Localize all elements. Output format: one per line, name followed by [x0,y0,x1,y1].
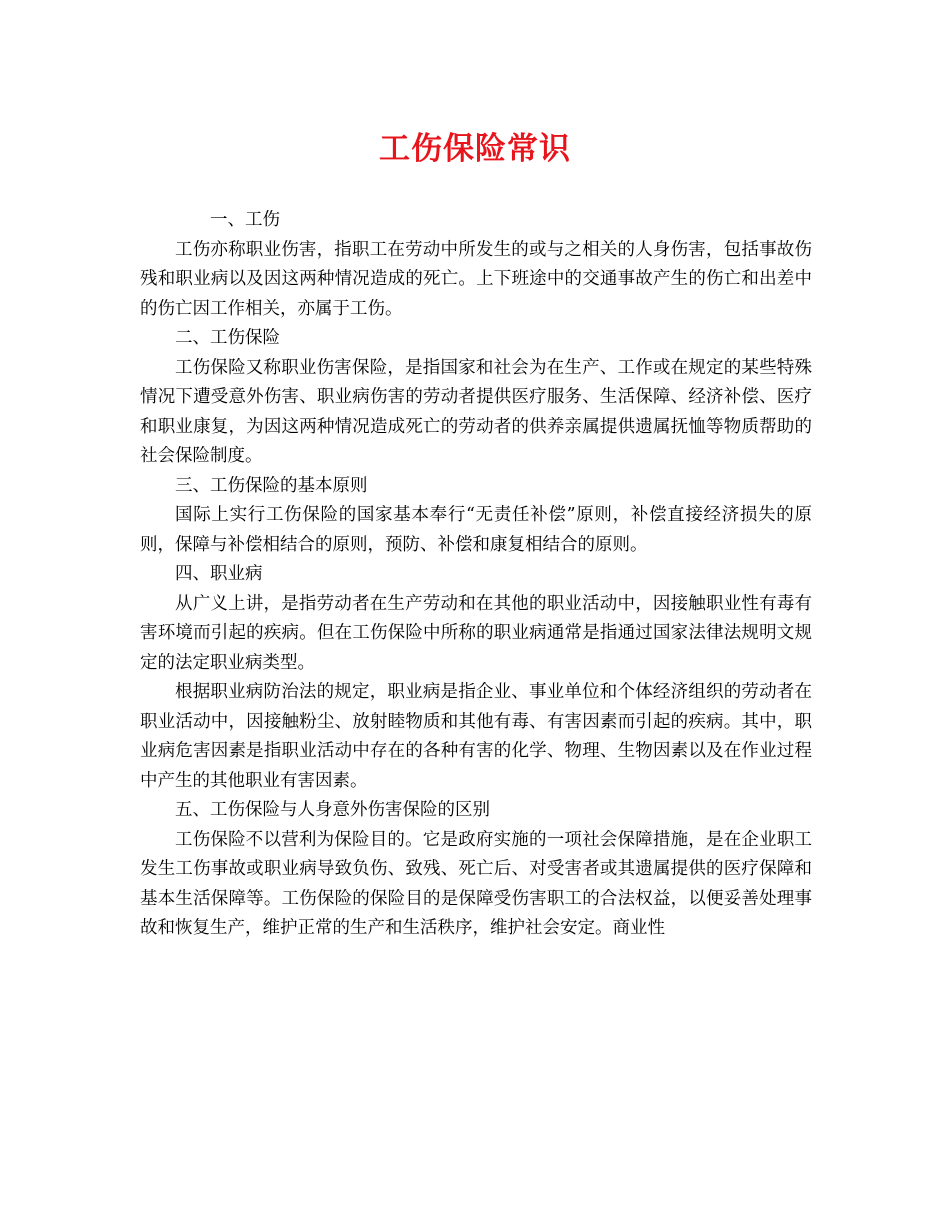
section-heading-1: 一、工伤 [210,210,280,230]
paragraph: 国际上实行工伤保险的国家基本奉行“无责任补偿”原则，补偿直接经济损失的原则，保障与补偿相结合的原则，预防、补偿和康复相结合的原则。 [140,505,812,555]
document-title: 工伤保险常识 [379,131,571,167]
paragraph: 工伤保险不以营利为保险目的。它是政府实施的一项社会保障措施，是在企业职工发生工伤事故或职业病导致负伤、致残、死亡后、对受害者或其遗属提供的医疗保障和基本生活保障等。工伤保险的保险目的是保障受伤害职工的合法权益，以便妥善处理事故和恢复生产，维护正常的生产和生活秩序，维护社会安定。商业性 [140,829,812,938]
paragraph: 工伤亦称职业伤害，指职工在劳动中所发生的或与之相关的人身伤害，包括事故伤残和职业病以及因这两种情况造成的死亡。上下班途中的交通事故产生的伤亡和出差中的伤亡因工作相关，亦属于工伤。 [140,239,812,319]
document-body [140,206,812,944]
paragraph: 工伤保险又称职业伤害保险，是指国家和社会为在生产、工作或在规定的某些特殊情况下遭受意外伤害、职业病伤害的劳动者提供医疗服务、生活保障、经济补偿、医疗和职业康复，为因这两种情况造成死亡的劳动者的供养亲属提供遗属抚恤等物质帮助的社会保险制度。 [140,357,812,466]
section-heading-5: 五、工伤保险与人身意外伤害保险的区别 [175,800,490,820]
section-heading-2: 二、工伤保险 [175,328,280,348]
section-heading-4: 四、职业病 [175,564,263,584]
section-heading-3: 三、工伤保险的基本原则 [175,475,368,496]
paragraph: 根据职业病防治法的规定，职业病是指企业、事业单位和个体经济组织的劳动者在职业活动中，因接触粉尘、放射睦物质和其他有毒、有害因素而引起的疾病。其中，职业病危害因素是指职业活动中存在的各种有害的化学、物理、生物因素以及在作业过程中产生的其他职业有害因素。 [140,682,812,791]
paragraph: 从广义上讲，是指劳动者在生产劳动和在其他的职业活动中，因接触职业性有毒有害环境而引起的疾病。但在工伤保险中所称的职业病通常是指通过国家法律法规明文规定的法定职业病类型。 [140,593,812,673]
